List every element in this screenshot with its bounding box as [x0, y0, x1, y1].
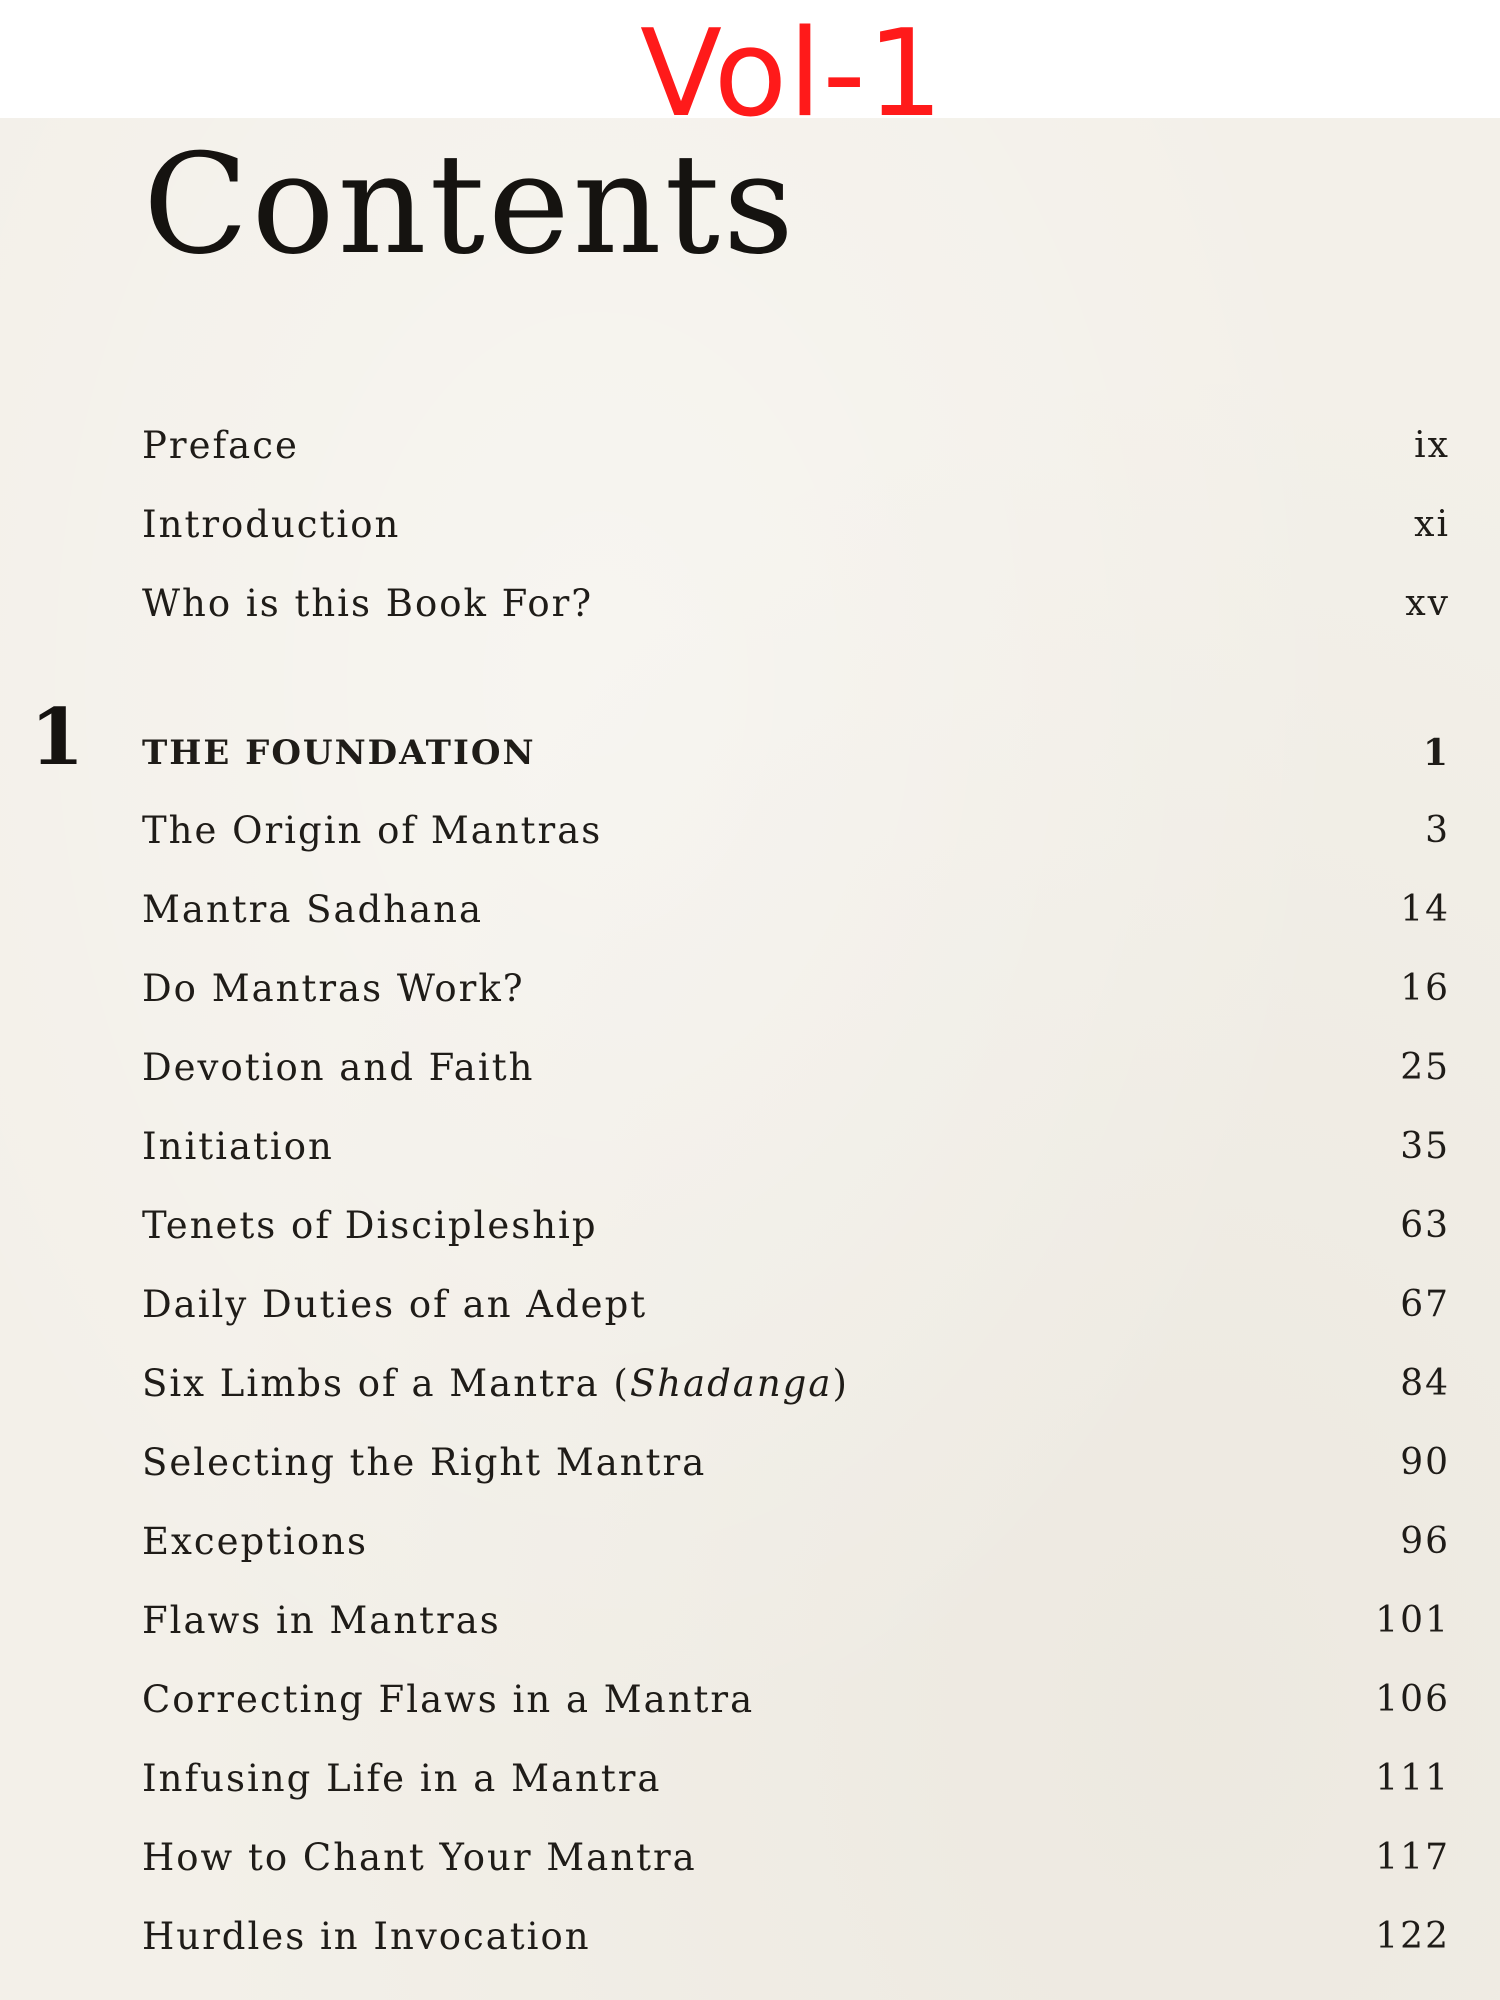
- toc-entry-title: Introduction: [142, 503, 401, 546]
- toc-row-who-is-this-book-for: [142, 576, 1450, 632]
- toc-entry-title: Selecting the Right Mantra: [142, 1441, 707, 1484]
- toc-row-chapter: [142, 1672, 1450, 1728]
- toc-page-number: 25: [1400, 1047, 1450, 1088]
- toc-page-number: 35: [1400, 1126, 1450, 1167]
- toc-entry-title: [142, 1362, 849, 1406]
- toc-row-chapter: [142, 1040, 1450, 1096]
- toc-entry-title: Tenets of Discipleship: [142, 1204, 598, 1247]
- toc-row-preface: [142, 418, 1450, 474]
- toc-page-number: 14: [1400, 889, 1450, 930]
- toc-entry-title: How to Chant Your Mantra: [142, 1836, 697, 1879]
- toc-page-number: 111: [1375, 1758, 1450, 1799]
- toc-entry-title: Do Mantras Work?: [142, 967, 525, 1010]
- toc-page-number: 101: [1375, 1600, 1450, 1641]
- toc-row-chapter: [142, 1356, 1450, 1412]
- toc-page-number: 3: [1425, 810, 1450, 851]
- page-title: Contents: [143, 124, 797, 285]
- toc-page-number: 96: [1400, 1521, 1450, 1562]
- toc-entry-title: Mantra Sadhana: [142, 888, 484, 931]
- toc-row-chapter: [142, 803, 1450, 859]
- toc-row-chapter: [142, 1198, 1450, 1254]
- toc-entry-title: Preface: [142, 424, 299, 467]
- toc-page-number: 106: [1375, 1679, 1450, 1720]
- toc-page-number: 16: [1400, 968, 1450, 1009]
- toc-page-number: ix: [1414, 425, 1450, 466]
- toc-page-number: 122: [1375, 1916, 1450, 1957]
- toc-page-number: 1: [1422, 732, 1450, 774]
- toc-entry-title-italic: Shadanga: [629, 1362, 833, 1405]
- toc-entry-title: Initiation: [142, 1125, 334, 1168]
- volume-label: Vol-1: [640, 5, 945, 144]
- toc-row-introduction: [142, 497, 1450, 553]
- toc-page-number: xi: [1414, 504, 1450, 545]
- toc-row-chapter: [142, 1119, 1450, 1175]
- toc-entry-title: Correcting Flaws in a Mantra: [142, 1678, 755, 1721]
- toc-row-chapter: [142, 961, 1450, 1017]
- toc-page-number: xv: [1405, 583, 1450, 624]
- toc-page-number: 117: [1375, 1837, 1450, 1878]
- toc-entry-title: Daily Duties of an Adept: [142, 1283, 648, 1326]
- toc-entry-title: Devotion and Faith: [142, 1046, 535, 1089]
- toc-page-number: 63: [1400, 1205, 1450, 1246]
- toc-page-number: 84: [1400, 1363, 1450, 1404]
- toc-row-chapter: [142, 1751, 1450, 1807]
- toc-entry-title-end: ): [832, 1362, 849, 1405]
- toc-row-chapter: [142, 1514, 1450, 1570]
- toc-page-number: 90: [1400, 1442, 1450, 1483]
- toc-row-chapter: [142, 1277, 1450, 1333]
- toc-entry-title: Flaws in Mantras: [142, 1599, 501, 1642]
- toc-row-section-the-foundation: [142, 725, 1450, 781]
- section-title: THE FOUNDATION: [142, 733, 536, 773]
- toc-row-chapter: [142, 1435, 1450, 1491]
- toc-entry-title: Hurdles in Invocation: [142, 1915, 591, 1958]
- section-number: 1: [30, 692, 85, 783]
- toc-entry-title: Who is this Book For?: [142, 582, 594, 625]
- toc-entry-title: Exceptions: [142, 1520, 368, 1563]
- toc-page-number: 67: [1400, 1284, 1450, 1325]
- toc-row-chapter: [142, 1593, 1450, 1649]
- toc-entry-title: The Origin of Mantras: [142, 809, 603, 852]
- toc-row-chapter: [142, 1909, 1450, 1965]
- toc-row-chapter: [142, 882, 1450, 938]
- toc-entry-title-start: Six Limbs of a Mantra (: [142, 1362, 630, 1405]
- toc-entry-title: Infusing Life in a Mantra: [142, 1757, 662, 1800]
- toc-row-chapter: [142, 1830, 1450, 1886]
